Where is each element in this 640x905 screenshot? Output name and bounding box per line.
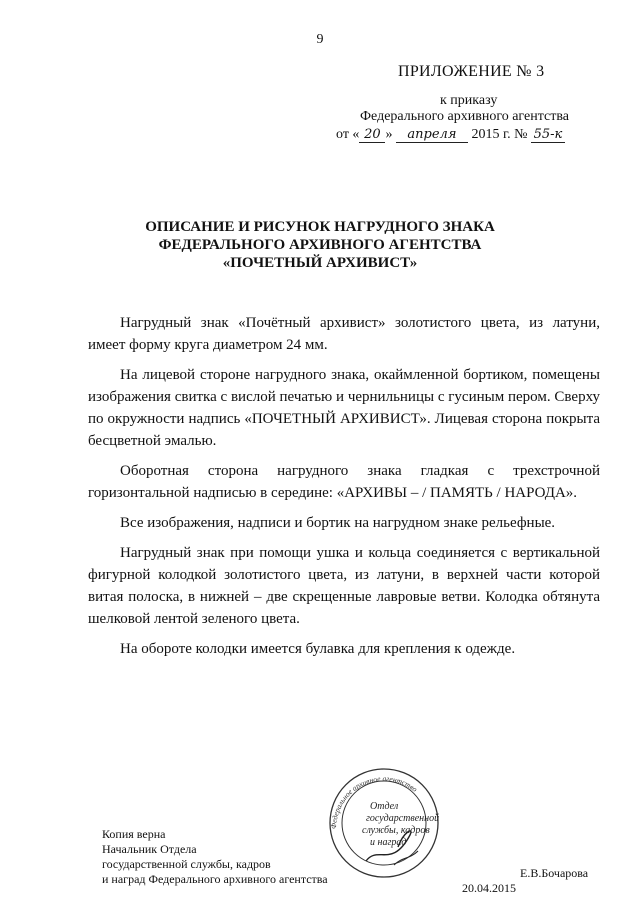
handwritten-number: 55-к	[531, 128, 565, 143]
seal-line-1: Отдел	[370, 801, 399, 812]
paragraph-pin: На обороте колодки имеется булавка для крепления к одежде.	[120, 641, 516, 657]
heading-line-3: «ПОЧЕТНЫЙ АРХИВИСТ»	[222, 255, 418, 271]
date-year: 2015 г. №	[471, 127, 528, 142]
appendix-agency: Федерального архивного агентства	[360, 109, 569, 124]
seal-ring-text: Федеральное архивное агентство	[328, 773, 420, 830]
certification-copy-true: Копия верна	[102, 827, 166, 841]
heading-line-1: ОПИСАНИЕ И РИСУНОК НАГРУДНОГО ЗНАКА	[145, 219, 495, 235]
certification-agency: и наград Федерального архивного агентства	[102, 872, 328, 886]
seal-line-2: государственной	[366, 813, 440, 824]
paragraph-back-side: Оборотная сторона нагрудного знака гладкая с трехстрочной горизонтальной надписью в середине: «АРХИВЫ – / ПАМЯТЬ / НАРОДА».	[88, 463, 600, 501]
certification-position: Начальник Отдела	[102, 842, 197, 856]
appendix-date-line	[336, 127, 565, 143]
appendix-title: ПРИЛОЖЕНИЕ № 3	[398, 63, 545, 80]
page-number: 9	[316, 32, 324, 47]
signatory-name: Е.В.Бочарова	[520, 866, 589, 880]
appendix-to-order: к приказу	[440, 93, 498, 108]
paragraph-relief: Все изображения, надписи и бортик на нагрудном знаке рельефные.	[120, 515, 556, 531]
handwritten-month: апреля	[396, 128, 468, 143]
document-heading	[0, 218, 640, 272]
heading-line-2: ФЕДЕРАЛЬНОГО АРХИВНОГО АГЕНТСТВА	[158, 237, 482, 253]
seal-line-3: службы, кадров	[362, 825, 430, 836]
seal-line-4: и наград	[370, 837, 407, 848]
certification-block	[102, 827, 328, 887]
certification-date: 20.04.2015	[462, 881, 516, 895]
document-body	[88, 312, 600, 668]
handwritten-day: 20	[359, 128, 385, 143]
paragraph-block: Нагрудный знак при помощи ушка и кольца соединяется с вертикальной фигурной колодкой золотистого цвета, из латуни, в верхней части которой витая полоска, в нижней – две скрещенные лавровые ветви. Колодка обтянута шелковой лентой зеленого цвета.	[88, 545, 600, 627]
paragraph-front-side: На лицевой стороне нагрудного знака, окаймленной бортиком, помещены изображения свитка с вислой печатью и чернильницы с гусиным пером. Сверху по окружности надпись «ПОЧЕТНЫЙ АРХИВИСТ». Лицевая сторона покрыта бесцветной эмалью.	[88, 367, 600, 449]
paragraph-shape: Нагрудный знак «Почётный архивист» золотистого цвета, из латуни, имеет форму круга диаметром 24 мм.	[88, 315, 600, 353]
date-mid: »	[385, 127, 393, 142]
seal-inner-text	[362, 801, 439, 849]
certification-department: государственной службы, кадров	[102, 857, 271, 871]
date-prefix: от «	[336, 127, 360, 142]
